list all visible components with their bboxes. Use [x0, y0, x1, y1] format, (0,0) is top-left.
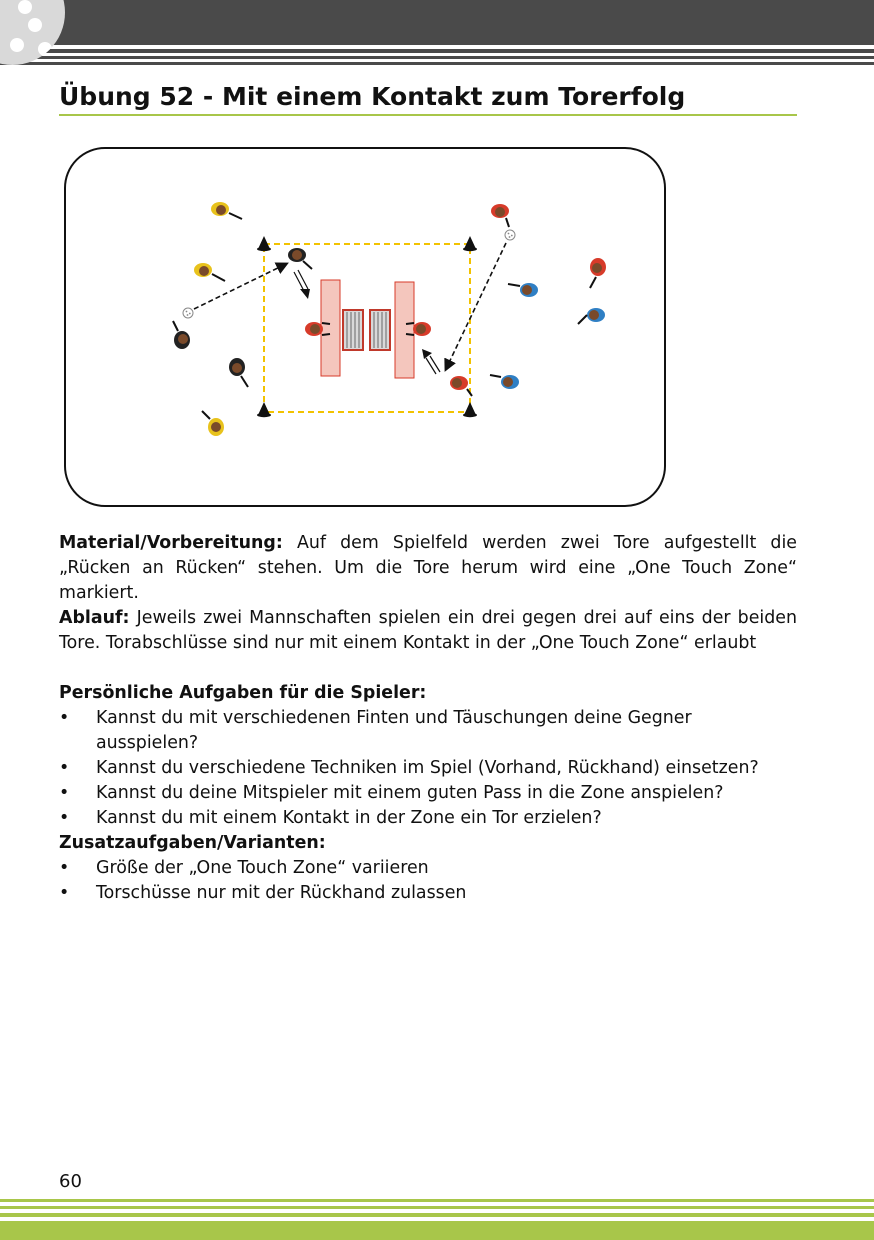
list-item: • Kannst du mit einem Kontakt in der Zone ein Tor erzielen? — [59, 806, 797, 831]
footer-stripe — [0, 1199, 874, 1202]
list-item: • Kannst du deine Mitspieler mit einem guten Pass in die Zone anspielen? — [59, 781, 797, 806]
footer-stripe — [0, 1213, 874, 1217]
ablauf-section — [59, 606, 797, 656]
list-item: • Torschüsse nur mit der Rückhand zulassen — [59, 881, 797, 906]
list-item: • Größe der „One Touch Zone“ variieren — [59, 856, 797, 881]
exercise-diagram — [60, 143, 672, 511]
page-title: Übung 52 - Mit einem Kontakt zum Torerfolg — [59, 80, 797, 116]
aufgaben-section — [59, 681, 797, 831]
ball-icon — [505, 230, 515, 240]
material-section — [59, 531, 797, 606]
varianten-list — [59, 856, 797, 906]
footer-stripe — [0, 1206, 874, 1209]
header-stripe — [0, 49, 874, 53]
material-text: Auf dem Spielfeld werden zwei Tore aufgestellt die „Rücken an Rücken“ stehen. Um die Tore herum wird eine „One Touch Zone“ markiert. — [59, 533, 797, 603]
goal-crease — [321, 280, 340, 376]
goal-icon — [370, 310, 390, 350]
varianten-section — [59, 831, 797, 906]
field-boundary — [65, 148, 665, 506]
material-label: Material/Vorbereitung: — [59, 533, 283, 553]
ablauf-text: Jeweils zwei Mannschaften spielen ein drei gegen drei auf eins der beiden Tore. Torabschlüsse sind nur mit einem Kontakt in der „One Touch Zone“ erlaubt — [59, 608, 797, 653]
ablauf-label: Ablauf: — [59, 608, 130, 628]
header-bar — [0, 0, 874, 45]
ball-icon — [183, 308, 193, 318]
list-item: • Kannst du mit verschiedenen Finten und Täuschungen deine Gegner ausspielen? — [59, 706, 797, 756]
list-item: • Kannst du verschiedene Techniken im Spiel (Vorhand, Rückhand) einsetzen? — [59, 756, 797, 781]
footer-bar — [0, 1221, 874, 1240]
goal-crease — [395, 282, 414, 378]
page-number: 60 — [59, 1171, 82, 1192]
header-stripe — [0, 62, 874, 65]
goal-icon — [343, 310, 363, 350]
varianten-heading: Zusatzaufgaben/Varianten: — [59, 833, 326, 853]
aufgaben-list — [59, 706, 797, 831]
aufgaben-heading: Persönliche Aufgaben für die Spieler: — [59, 683, 427, 703]
header-stripe — [0, 56, 874, 59]
